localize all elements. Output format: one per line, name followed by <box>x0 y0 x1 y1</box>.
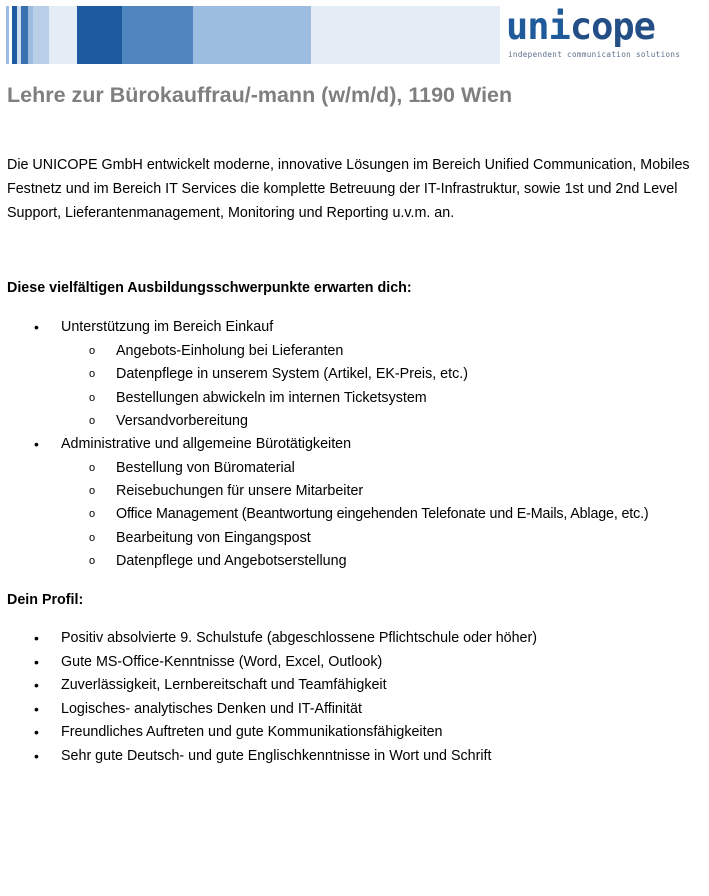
sub-bullet-icon: o <box>89 415 96 427</box>
sub-bullet-icon: o <box>89 532 96 544</box>
bullet-icon: • <box>34 701 39 717</box>
sub-bullet-icon: o <box>89 368 96 380</box>
bullet-icon: • <box>34 724 39 740</box>
bullet-icon: • <box>34 677 39 693</box>
bullet-icon: • <box>34 436 39 452</box>
bullet-icon: • <box>34 748 39 764</box>
sub-bullet-icon: o <box>89 462 96 474</box>
sub-bullet-icon: o <box>89 345 96 357</box>
logo-tagline: independent communication solutions <box>508 50 681 59</box>
bullet-icon: • <box>34 630 39 646</box>
company-intro: Die UNICOPE GmbH entwickelt moderne, innovative Lösungen im Bereich Unified Communication, Mobiles Festnetz und im Bereich IT Services die komplette Betreuung der IT-Infrastruktur, sowie 1st und 2nd Level Support, Lieferantenmanagement, Monitoring und Reporting u.v.m. an. <box>7 157 690 222</box>
sub-bullet-icon: o <box>89 555 96 567</box>
page-title: Lehre zur Bürokauffrau/-mann (w/m/d), 1190 Wien <box>7 83 513 107</box>
unicope-logo <box>506 5 702 60</box>
sub-bullet-icon: o <box>89 508 96 520</box>
sub-bullet-icon: o <box>89 485 96 497</box>
bullet-icon: • <box>34 654 39 670</box>
sub-bullet-icon: o <box>89 392 96 404</box>
profile-heading: Dein Profil: <box>7 592 84 608</box>
focus-heading: Diese vielfältigen Ausbildungsschwerpunkte erwarten dich: <box>7 280 412 296</box>
bullet-icon: • <box>34 319 39 335</box>
header-stripe-band <box>6 6 500 64</box>
logo-wordmark: unicope <box>506 5 655 48</box>
